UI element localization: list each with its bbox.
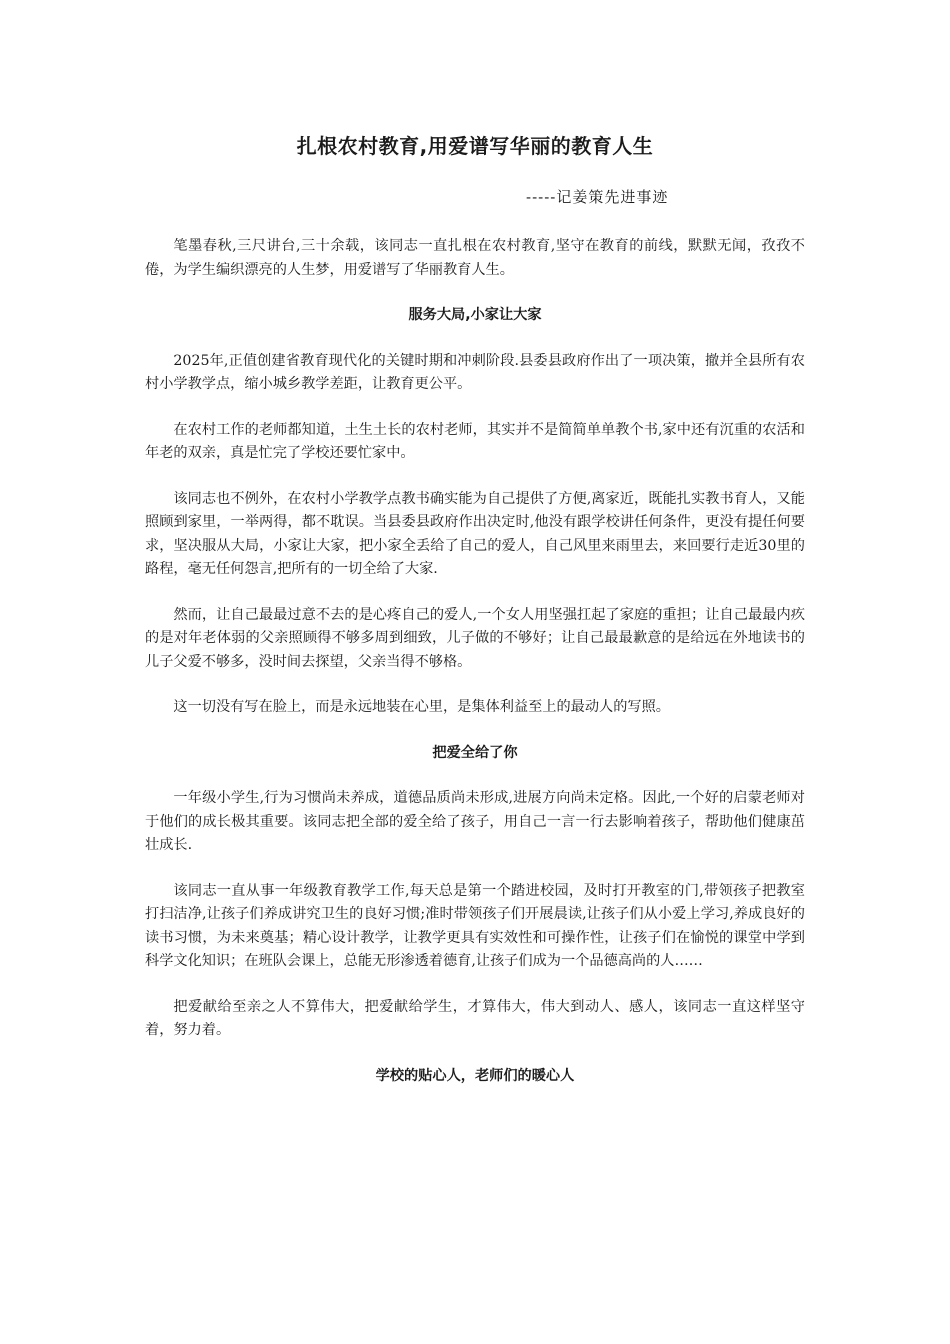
body-paragraph: 一年级小学生,行为习惯尚未养成，道德品质尚未形成,进展方向尚未定格。因此,一个好的启蒙老师对于他们的成长极其重要。该同志把全部的爱全给了孩子，用自己一言一行去影响着孩子，帮助他们健康茁壮成长. [145, 790, 805, 853]
body-paragraph: 然而，让自己最最过意不去的是心疼自己的爱人,一个女人用坚强扛起了家庭的重担；让自己最最内疚的是对年老体弱的父亲照顾得不够多周到细致，儿子做的不够好；让自己最最歉意的是给远在外地读书的儿子父爱不够多，没时间去探望，父亲当得不够格。 [145, 606, 805, 670]
body-paragraph: 该同志一直从事一年级教育教学工作,每天总是第一个踏进校园，及时打开教室的门,带领孩子把教室打扫洁净,让孩子们养成讲究卫生的良好习惯;准时带领孩子们开展晨读,让孩子们从小爱上学习,养成良好的读书习惯，为未来奠基；精心设计教学，让教学更具有实效性和可操作性，让孩子们在愉悦的课堂中学到科学文化知识；在班队会课上，总能无形渗透着德育,让孩子们成为一个品德高尚的人…… [145, 882, 805, 969]
document-subtitle: -----记姜策先进事迹 [526, 188, 669, 206]
section-heading: 服务大局,小家让大家 [408, 307, 542, 323]
body-paragraph: 该同志也不例外，在农村小学教学点教书确实能为自己提供了方便,离家近，既能扎实教书育人，又能照顾到家里，一举两得，都不耽误。当县委县政府作出决定时,他没有跟学校讲任何条件，更没有提任何要求，坚决服从大局，小家让大家，把小家全丢给了自己的爱人，自己风里来雨里去，来回要行走近30里的路程，毫无任何怨言,把所有的一切全给了大家. [145, 490, 805, 577]
body-paragraph: 这一切没有写在脸上，而是永远地装在心里，是集体利益至上的最动人的写照。 [173, 699, 670, 715]
body-paragraph: 笔墨春秋,三尺讲台,三十余载，该同志一直扎根在农村教育,坚守在教育的前线，默默无闻，孜孜不倦，为学生编织漂亮的人生梦，用爱谱写了华丽教育人生。 [145, 238, 805, 278]
body-paragraph: 把爱献给至亲之人不算伟大，把爱献给学生，才算伟大，伟大到动人、感人，该同志一直这样坚守着，努力着。 [145, 998, 805, 1038]
section-heading: 把爱全给了你 [432, 744, 518, 761]
document-body [145, 235, 805, 1110]
section-heading: 学校的贴心人，老师们的暖心人 [375, 1067, 575, 1084]
document-title: 扎根农村教育,用爱谱写华丽的教育人生 [296, 134, 654, 158]
body-paragraph: 在农村工作的老师都知道，土生土长的农村老师，其实并不是简简单单教个书,家中还有沉重的农活和年老的双亲，真是忙完了学校还要忙家中。 [145, 421, 805, 461]
body-paragraph: 2025年,正值创建省教育现代化的关键时期和冲刺阶段.县委县政府作出了一项决策，撤并全县所有农村小学教学点，缩小城乡教学差距，让教育更公平。 [145, 352, 805, 392]
